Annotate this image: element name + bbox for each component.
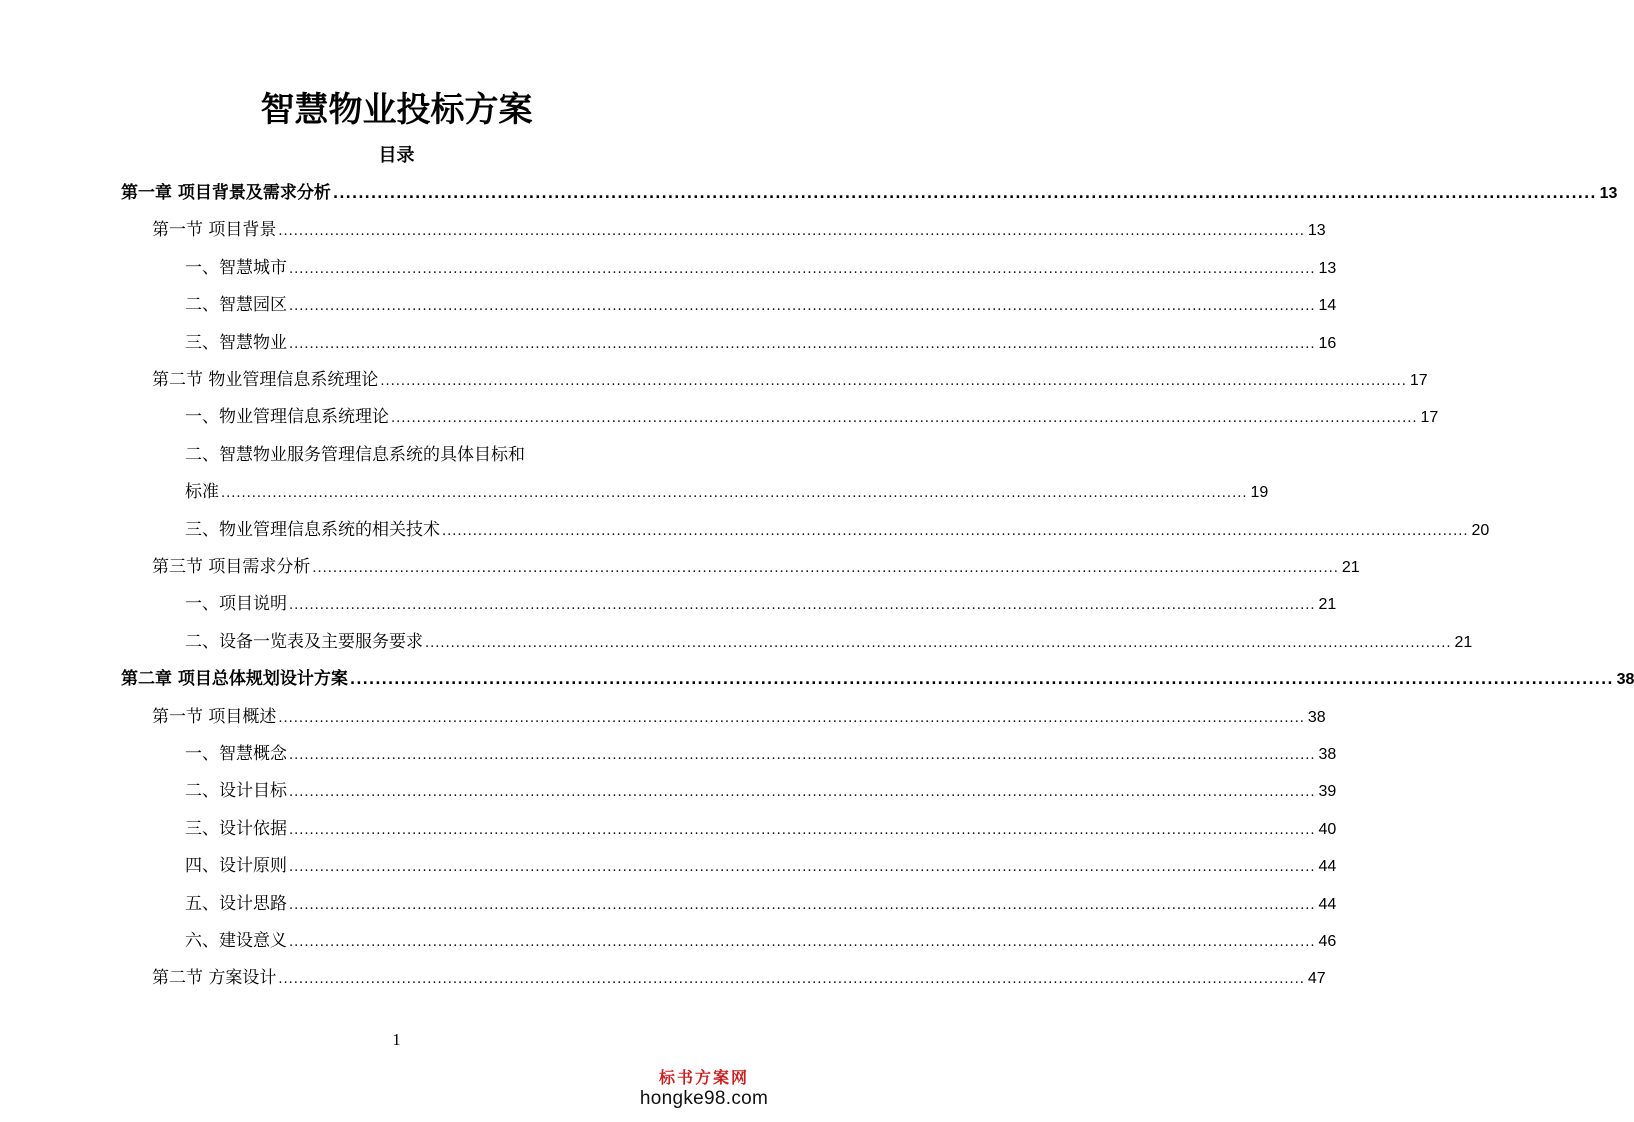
- toc-entry-label: 一、智慧概念: [185, 744, 287, 764]
- toc-page-number: 38: [1616, 671, 1634, 688]
- toc-page-number: 40: [1318, 821, 1337, 838]
- toc-item-entry[interactable]: [185, 928, 1337, 954]
- toc-page-number: 47: [1307, 970, 1326, 987]
- toc-dot-leader: ........................................................................................................................................................................................................: [425, 636, 1452, 651]
- toc-page-number: 14: [1318, 297, 1337, 314]
- toc-entry-label: 一、项目说明: [185, 594, 287, 614]
- toc-dot-leader: ........................................................................................................................................................................................................: [278, 224, 1305, 239]
- toc-dot-leader: ........................................................................................................................................................................................................: [289, 898, 1316, 913]
- toc-entry-label: 二、智慧园区: [185, 295, 287, 315]
- toc-dot-leader: ........................................................................................................................................................................................................: [442, 524, 1469, 539]
- toc-item-entry[interactable]: [185, 442, 672, 468]
- toc-entry-label: 第三节 项目需求分析: [152, 557, 311, 577]
- toc-dot-leader: ........................................................................................................................................................................................................: [278, 711, 1305, 726]
- toc-entry-label: 第二节 方案设计: [152, 968, 277, 988]
- toc-dot-leader: ........................................................................................................................................................................................................: [289, 860, 1316, 875]
- toc-page-number: 13: [1307, 222, 1326, 239]
- toc-page-number: 20: [1471, 522, 1490, 539]
- toc-entry-label: 四、设计原则: [185, 856, 287, 876]
- toc-item-entry[interactable]: [185, 778, 1337, 804]
- toc-item-entry[interactable]: [185, 517, 1490, 543]
- toc-entry-label: 二、设备一览表及主要服务要求: [185, 632, 423, 652]
- toc-page-number: 17: [1409, 372, 1428, 389]
- page-number: 1: [392, 1030, 401, 1049]
- toc-dot-leader: ........................................................................................................................................................................................................: [289, 337, 1316, 352]
- toc-entry-label: 第一节 项目概述: [152, 707, 277, 727]
- toc-page-number: 21: [1341, 559, 1360, 576]
- toc-entry-label: 一、物业管理信息系统理论: [185, 407, 389, 427]
- toc-entry-label: 三、设计依据: [185, 819, 287, 839]
- toc-page-number: 39: [1318, 783, 1337, 800]
- toc-dot-leader: ........................................................................................................................................................................................................: [289, 262, 1316, 277]
- toc-page-number: 44: [1318, 896, 1337, 913]
- toc-entry-label: 第一章 项目背景及需求分析: [121, 183, 331, 203]
- toc-page-number: 13: [1599, 185, 1618, 202]
- toc-dot-leader: ........................................................................................................................................................................................................: [289, 935, 1316, 950]
- toc-entry-label: 五、设计思路: [185, 894, 287, 914]
- toc-dot-leader: ........................................................................................................................................................................................................: [391, 411, 1418, 426]
- toc-dot-leader: ........................................................................................................................................................................................................: [332, 186, 1597, 202]
- toc-item-entry[interactable]: [185, 741, 1337, 767]
- toc-dot-leader: ........................................................................................................................................................................................................: [289, 598, 1316, 613]
- watermark-logo: 标书方案网: [658, 1068, 749, 1087]
- toc-page-number: 38: [1318, 746, 1337, 763]
- toc-entry-label: 第一节 项目背景: [152, 220, 277, 240]
- toc-item-entry[interactable]: [185, 591, 1337, 617]
- toc-page-number: 21: [1318, 596, 1337, 613]
- toc-item-entry[interactable]: [185, 629, 1473, 655]
- toc-item-entry[interactable]: [185, 292, 1337, 318]
- toc-page-number: 46: [1318, 933, 1337, 950]
- toc-section-entry[interactable]: [152, 704, 1326, 730]
- toc-entry-label: 六、建设意义: [185, 931, 287, 951]
- toc-chapter-entry[interactable]: [121, 180, 1618, 206]
- document-title: 智慧物业投标方案: [260, 90, 533, 130]
- toc-dot-leader: ........................................................................................................................................................................................................: [312, 561, 1339, 576]
- toc-page-number: 17: [1420, 409, 1439, 426]
- toc-entry-label: 三、智慧物业: [185, 333, 287, 353]
- toc-section-entry[interactable]: [152, 217, 1326, 243]
- toc-section-entry[interactable]: [152, 554, 1360, 580]
- toc-dot-leader: ........................................................................................................................................................................................................: [289, 299, 1316, 314]
- toc-dot-leader: ........................................................................................................................................................................................................: [289, 785, 1316, 800]
- toc-item-entry[interactable]: [185, 255, 1337, 281]
- toc-item-entry[interactable]: [185, 330, 1337, 356]
- toc-entry-label: 二、设计目标: [185, 781, 287, 801]
- toc-page-number: 16: [1318, 335, 1337, 352]
- toc-section-entry[interactable]: [152, 367, 1428, 393]
- toc-entry-label: 第二章 项目总体规划设计方案: [121, 669, 348, 689]
- toc-dot-leader: ........................................................................................................................................................................................................: [221, 486, 1248, 501]
- toc-dot-leader: ........................................................................................................................................................................................................: [349, 672, 1614, 688]
- toc-item-entry[interactable]: [185, 853, 1337, 879]
- watermark-url: hongke98.com: [639, 1088, 769, 1109]
- toc-dot-leader: ........................................................................................................................................................................................................: [380, 374, 1407, 389]
- toc-page-number: 13: [1318, 260, 1337, 277]
- toc-entry-label: 二、智慧物业服务管理信息系统的具体目标和: [185, 445, 525, 465]
- toc-entry-label: 一、智慧城市: [185, 258, 287, 278]
- toc-item-entry[interactable]: [185, 891, 1337, 917]
- toc-page-number: 38: [1307, 709, 1326, 726]
- toc-dot-leader: ........................................................................................................................................................................................................: [289, 748, 1316, 763]
- toc-item-entry[interactable]: [185, 479, 1269, 505]
- toc-dot-leader: ........................................................................................................................................................................................................: [289, 823, 1316, 838]
- toc-entry-label: 标准: [185, 482, 219, 502]
- toc-item-entry[interactable]: [185, 404, 1439, 430]
- toc-heading: 目录: [378, 145, 415, 166]
- toc-dot-leader: ........................................................................................................................................................................................................: [278, 972, 1305, 987]
- toc-entry-label: 第二节 物业管理信息系统理论: [152, 370, 379, 390]
- toc-item-entry[interactable]: [185, 816, 1337, 842]
- toc-page-number: 44: [1318, 858, 1337, 875]
- toc-section-entry[interactable]: [152, 965, 1326, 991]
- toc-page-number: 19: [1250, 484, 1269, 501]
- toc-entry-label: 三、物业管理信息系统的相关技术: [185, 520, 440, 540]
- toc-chapter-entry[interactable]: [121, 666, 1634, 692]
- toc-page-number: 21: [1454, 634, 1473, 651]
- watermark: [629, 1068, 779, 1110]
